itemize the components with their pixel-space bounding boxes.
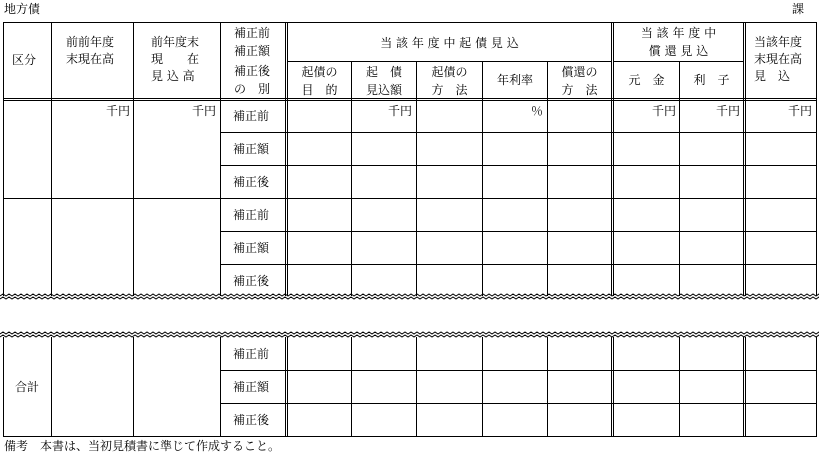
page-title: 地方債: [4, 2, 41, 16]
unit-zen: 千円: [191, 104, 216, 118]
header-kisai-group: 当 該 年 度 中 起 債 見 込: [380, 36, 519, 50]
header-shokan-group-line2: 償 還 見 込: [648, 44, 709, 58]
row-label-before: 補正前: [233, 347, 270, 361]
header-matsu-line3: 見 込: [754, 69, 791, 83]
header-hosei-line3: 補正後: [234, 64, 271, 78]
row-label-adjust: 補正額: [233, 380, 270, 394]
header-hosei-line2: 補正額: [234, 44, 271, 58]
row-label-before: 補正前: [233, 208, 270, 222]
header-hosei-line4: の 別: [234, 82, 271, 96]
unit-gankin: 千円: [651, 104, 676, 118]
header-zen-line1: 前年度末: [151, 35, 200, 49]
header-kubun: 区分: [12, 53, 37, 67]
header-mikomigaku-line2: 見込額: [365, 83, 402, 97]
header-shokan-houhou-line2: 方 法: [561, 83, 598, 97]
row-label-adjust: 補正額: [233, 142, 270, 156]
header-rishi: 利 子: [693, 73, 730, 87]
header-matsu-line1: 当該年度: [754, 35, 803, 49]
unit-rishi: 千円: [715, 104, 740, 118]
header-mokuteki-line2: 目 的: [301, 83, 338, 97]
header-shokan-houhou-line1: 償還の: [561, 65, 598, 79]
header-shokan-group-line1: 当 該 年 度 中: [640, 26, 717, 40]
row-label-after: 補正後: [233, 175, 270, 189]
row-label-after: 補正後: [233, 274, 270, 288]
header-mikomigaku-line1: 起 債: [365, 65, 402, 79]
header-houhou-line1: 起債の: [431, 65, 468, 79]
break-lines: [0, 294, 819, 337]
header-zenzen-line2: 末現在高: [66, 52, 115, 66]
header-mokuteki-line1: 起債の: [301, 65, 338, 79]
header-gankin: 元 金: [628, 73, 665, 87]
total-label: 合計: [15, 380, 40, 394]
department-label: 課: [792, 2, 805, 16]
header-nenriritsu: 年利率: [496, 73, 533, 87]
row-label-before: 補正前: [233, 109, 270, 123]
header-zen-line3: 見 込 高: [151, 69, 195, 83]
footer-note: 備考 本書は、当初見積書に準じて作成すること。: [4, 439, 281, 453]
header-houhou-line2: 方 法: [431, 83, 468, 97]
unit-matsu: 千円: [787, 104, 812, 118]
unit-nenriritsu: ％: [530, 104, 543, 118]
unit-mikomigaku: 千円: [387, 104, 412, 118]
row-label-adjust: 補正額: [233, 241, 270, 255]
header-zenzen-line1: 前前年度: [66, 35, 115, 49]
header-hosei-line1: 補正前: [234, 26, 271, 40]
unit-zenzen: 千円: [105, 104, 130, 118]
header-zen-line2: 現 在: [151, 52, 200, 66]
row-label-after: 補正後: [233, 413, 270, 427]
header-matsu-line2: 末現在高: [754, 52, 803, 66]
